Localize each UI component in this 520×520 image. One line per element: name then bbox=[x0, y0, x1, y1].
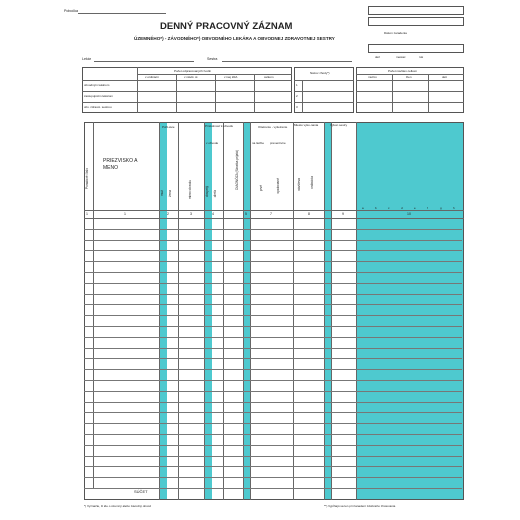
table-row[interactable] bbox=[84, 229, 462, 230]
letter: g bbox=[440, 206, 442, 210]
table-row[interactable] bbox=[84, 272, 462, 273]
table-row[interactable] bbox=[84, 477, 462, 478]
letter: h bbox=[453, 206, 455, 210]
table-row[interactable] bbox=[84, 466, 462, 467]
head-poradove: Poradové číslo bbox=[85, 168, 89, 190]
lekar-label: Lekár bbox=[82, 57, 91, 61]
table-row[interactable] bbox=[84, 240, 462, 241]
hours-row: obv. zdravot. sestrou bbox=[84, 105, 112, 109]
head-diagnoza: DIAGNÓZA (Skratka prijatá) bbox=[235, 150, 239, 190]
table-row[interactable] bbox=[84, 391, 462, 392]
table-row[interactable] bbox=[84, 304, 462, 305]
col-number: 10 bbox=[407, 212, 411, 216]
form-page bbox=[62, 0, 466, 520]
table-row[interactable] bbox=[84, 423, 462, 424]
table-row[interactable] bbox=[84, 456, 462, 457]
table-row[interactable] bbox=[84, 261, 462, 262]
sucet-label: SÚČET bbox=[134, 489, 148, 494]
hours-row: obvodným lekárom bbox=[84, 83, 110, 87]
head-na-liecbe: na liečbe bbox=[252, 141, 265, 145]
visits-col: detí bbox=[442, 75, 448, 79]
table-row[interactable] bbox=[84, 348, 462, 349]
table-row[interactable] bbox=[84, 445, 462, 446]
visits-head: Počet návštev celkom bbox=[388, 69, 418, 73]
col-number: 2 bbox=[167, 212, 169, 216]
head-preventivne: preventívne bbox=[270, 141, 286, 145]
col-number: 3 bbox=[190, 212, 192, 216]
date-part-year: rok bbox=[419, 55, 424, 59]
table-row[interactable] bbox=[84, 250, 462, 251]
visits-col: mužov bbox=[368, 75, 377, 79]
letter: a bbox=[362, 206, 364, 210]
zhody-row: 3 bbox=[296, 105, 298, 109]
hours-row: zastupujúcim lekárom bbox=[84, 94, 114, 98]
head-priezvisko: PRIEZVISKO A MENO bbox=[103, 158, 138, 171]
sub-label: opakované bbox=[276, 178, 280, 194]
hours-col: v návšt. sl. bbox=[184, 75, 199, 79]
footnote-left: *) Vyznačte, či ide o územný alebo závodný obvod bbox=[84, 504, 151, 508]
col-number: 5 bbox=[245, 212, 247, 216]
letter: e bbox=[414, 206, 416, 210]
col-number: 8 bbox=[308, 212, 310, 216]
col-number: 1 bbox=[86, 212, 88, 216]
sub-label: návšteva bbox=[297, 178, 301, 191]
sestra-label: Sestra bbox=[207, 57, 218, 61]
sub-label: mimo obvodu bbox=[188, 180, 192, 200]
sub-label: dieťa bbox=[213, 190, 217, 198]
head-prislusnost: Príslušnosť k obvodu bbox=[205, 124, 234, 128]
date-part-day: deň bbox=[375, 55, 381, 59]
hours-col: celkom bbox=[264, 75, 274, 79]
sub-label: žena bbox=[168, 190, 172, 197]
top-code-boxes-2[interactable] bbox=[368, 17, 464, 26]
pobocka-label: Pobočka bbox=[64, 9, 78, 13]
head-vykon: Výkon sestry bbox=[330, 123, 348, 127]
letter: c bbox=[388, 206, 390, 210]
col-number: 1 bbox=[124, 212, 126, 216]
visits-col: žien bbox=[406, 75, 412, 79]
head-osetrenie: Ošetrenie - vyšetrenie bbox=[258, 125, 288, 129]
table-row[interactable] bbox=[84, 369, 462, 370]
table-row[interactable] bbox=[84, 337, 462, 338]
table-row[interactable] bbox=[84, 326, 462, 327]
sub-label: muž bbox=[160, 190, 164, 197]
hours-col: v ordinácii bbox=[145, 75, 159, 79]
letter: b bbox=[375, 206, 377, 210]
sub-label: dospelý bbox=[205, 186, 209, 197]
top-code-boxes[interactable] bbox=[368, 6, 464, 15]
table-row[interactable] bbox=[84, 294, 462, 295]
date-part-month: mesiac bbox=[396, 55, 406, 59]
zhody-row: 1 bbox=[296, 83, 298, 87]
sub-label: prvé bbox=[259, 185, 263, 192]
letter: d bbox=[401, 206, 403, 210]
zhody-head: Názov zhody*) bbox=[310, 71, 330, 75]
datum-zaradenia-label: Dátum zaradenia bbox=[384, 31, 407, 35]
table-row[interactable] bbox=[84, 358, 462, 359]
hours-head: Počet odpracovaných hodín bbox=[174, 69, 212, 73]
page-subtitle: ÚZEMNÉHO*) - ZÁVODNÉHO*) OBVODNÉHO LEKÁRA A OBVODNEJ ZDRAVOTNEJ SESTRY bbox=[134, 36, 335, 41]
footnote-right: **) Vypĺňajú sa len pri ňanadení zdobného zhotovania bbox=[324, 504, 396, 508]
col-number: 4 bbox=[212, 212, 214, 216]
table-row[interactable] bbox=[84, 380, 462, 381]
table-row[interactable] bbox=[84, 412, 462, 413]
table-row[interactable] bbox=[84, 434, 462, 435]
date-boxes[interactable] bbox=[368, 44, 464, 53]
main-table bbox=[84, 122, 464, 500]
table-row[interactable] bbox=[84, 402, 462, 403]
col-number: 9 bbox=[342, 212, 344, 216]
table-row[interactable] bbox=[84, 315, 462, 316]
hours-col: v inej ZdA bbox=[224, 75, 238, 79]
head-pohlavie: Pohl-avie bbox=[162, 125, 175, 129]
sub-label: ordinácia bbox=[310, 176, 314, 189]
col-number: 7 bbox=[270, 212, 272, 216]
page-title: DENNÝ PRACOVNÝ ZÁZNAM bbox=[160, 21, 293, 32]
letter: f bbox=[427, 206, 428, 210]
head-v-obvode: v obvode bbox=[206, 141, 219, 145]
head-miesto: Miesto vyko-nania bbox=[294, 123, 319, 127]
zhody-row: 2 bbox=[296, 94, 298, 98]
table-row[interactable] bbox=[84, 283, 462, 284]
